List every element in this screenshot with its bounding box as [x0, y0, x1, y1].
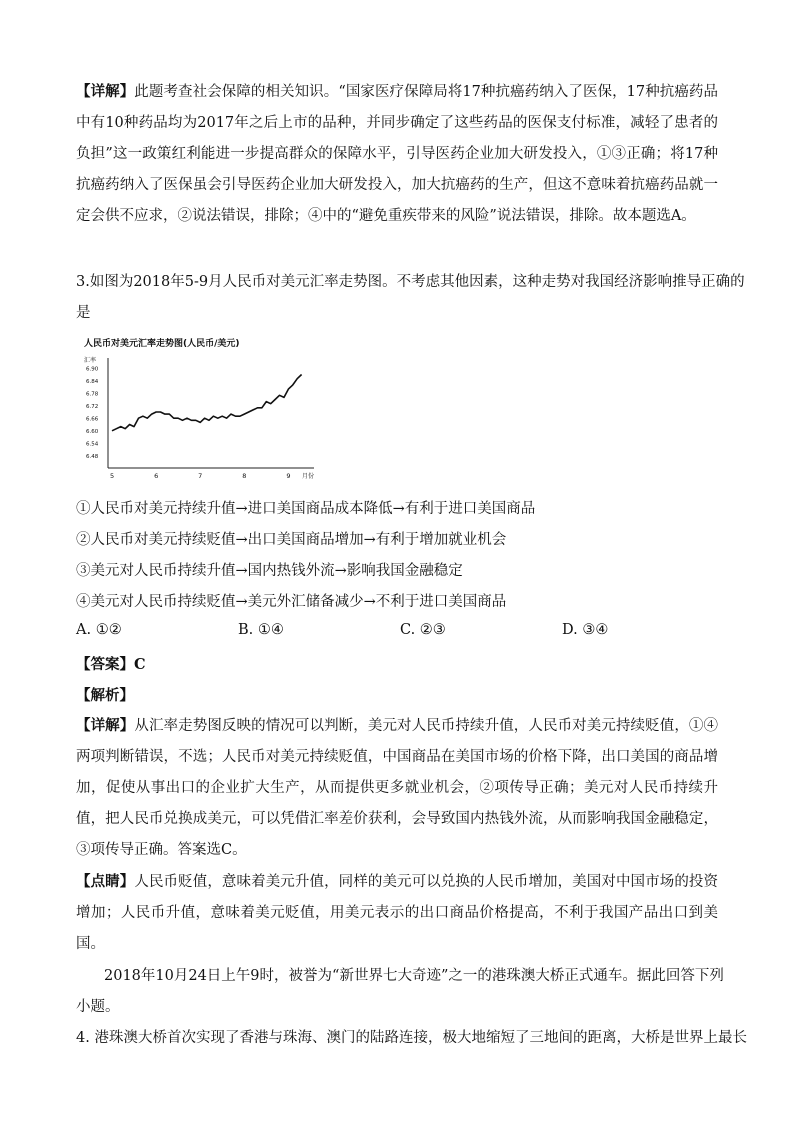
y-tick-labels — [86, 366, 99, 460]
y-tick-label: 6.48 — [86, 453, 99, 460]
q3-item-4: ④美元对人民币持续贬值→美元外汇储备减少→不利于进口美国商品 — [76, 594, 507, 610]
y-tick-label: 6.66 — [86, 416, 99, 423]
q3-detail-label: 【详解】 — [76, 717, 135, 734]
y-tick-label: 6.90 — [86, 366, 99, 373]
q3-item-3: ③美元对人民币持续升值→国内热钱外流→影响我国金融稳定 — [76, 563, 463, 579]
detail-text-1: 此题考查社会保障的相关知识。“国家医疗保障局将17种抗癌药纳入了医保，17种抗癌药品中有10种药品均为2017年之后上市的品种，并同步确定了这些药品的医保支付标准，减轻了患者的负担”这一政策红利能进一步提高群众的保障水平，引导医药企业加大研发投入，①③正确；将17种抗癌药纳入了医保虽会引导医药企业加大研发投入，加大抗癌药的生产，但这不意味着抗癌药品就一定会供不应求，②说法错误，排除；④中的“避免重疾带来的风险”说法错误，排除。故本题选A。 — [76, 84, 718, 224]
chart-title: 人民币对美元汇率走势图(人民币/美元) — [84, 339, 240, 349]
q3-detail-text: 从汇率走势图反映的情况可以判断，美元对人民币持续升值，人民币对美元持续贬值，①④两项判断错误，不选；人民币对美元持续贬值，中国商品在美国市场的价格下降，出口美国的商品增加，促使从事出口的企业扩大生产，从而提供更多就业机会，②项传导正确；美元对人民币持续升值，把人民币兑换成美元，可以凭借汇率差价获利，会导致国内热钱外流，从而影响我国金融稳定，③项传导正确。答案选C。 — [76, 718, 718, 858]
detail-label-1: 【详解】 — [76, 83, 135, 100]
y-tick-label: 6.72 — [86, 403, 99, 410]
x-tick-labels — [110, 472, 291, 480]
q3-stem-line1: 3.如图为2018年5-9月人民币对美元汇率走势图。不考虑其他因素，这种走势对我国经济影响推导正确的 — [76, 274, 745, 290]
x-tick-label: 9 — [286, 472, 291, 480]
q3-option-b: B. ①④ — [238, 622, 284, 638]
y-tick-label: 6.78 — [86, 391, 99, 398]
q3-tip-text: 人民币贬值，意味着美元升值，同样的美元可以兑换的人民币增加，美国对中国市场的投资增加；人民币升值，意味着美元贬值，用美元表示的出口商品价格提高，不利于我国产品出口到美国。 — [76, 874, 718, 952]
q3-option-a: A. ①② — [76, 622, 122, 638]
passage-line1: 2018年10月24日上午9时，被誉为“新世界七大奇迹”之一的港珠澳大桥正式通车。据此回答下列 — [104, 968, 724, 984]
q3-option-d: D. ③④ — [562, 622, 609, 638]
x-tick-label: 5 — [110, 472, 115, 480]
detail-paragraph-1 — [76, 76, 718, 232]
passage-line2: 小题。 — [76, 999, 120, 1015]
x-tick-label: 6 — [154, 472, 159, 480]
x-tick-label: 8 — [242, 472, 247, 480]
y-tick-label: 6.60 — [86, 428, 99, 435]
q3-option-c: C. ②③ — [400, 622, 446, 638]
q4-stem-line1: 4. 港珠澳大桥首次实现了香港与珠海、澳门的陆路连接，极大地缩短了三地间的距离，大桥是世界上最长 — [76, 1030, 747, 1046]
q3-tip-paragraph — [76, 866, 718, 960]
x-tick-label: 7 — [198, 472, 203, 480]
q3-stem-line2: 是 — [76, 305, 91, 321]
q3-detail-paragraph — [76, 710, 718, 866]
y-tick-label: 6.54 — [86, 441, 99, 448]
chart-xlabel: 月份 — [302, 473, 315, 480]
q3-tip-label: 【点睛】 — [76, 873, 135, 890]
exchange-rate-chart — [82, 336, 322, 486]
exchange-rate-series-line — [112, 375, 302, 431]
q3-answer: 【答案】C — [76, 656, 146, 673]
q3-item-1: ①人民币对美元持续升值→进口美国商品成本降低→有利于进口美国商品 — [76, 501, 536, 517]
q3-item-2: ②人民币对美元持续贬值→出口美国商品增加→有利于增加就业机会 — [76, 532, 507, 548]
q3-analysis-label: 【解析】 — [76, 687, 134, 704]
y-tick-label: 6.84 — [86, 378, 99, 385]
chart-ylabel: 汇率 — [84, 357, 97, 364]
